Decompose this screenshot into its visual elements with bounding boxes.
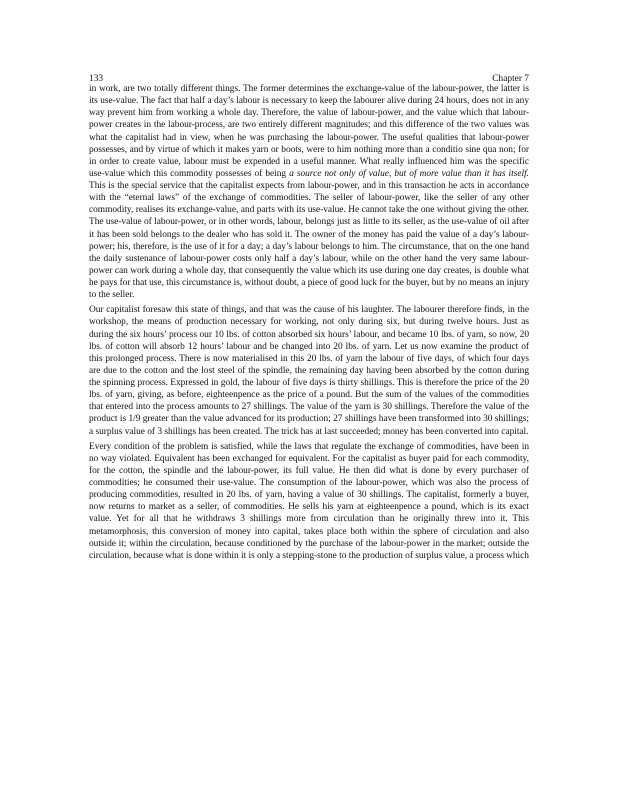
paragraph-1-text-after: This is the special service that the capitalist expects from labour-power, and in this transaction he acts in accordance with the “eternal laws” of the exchange of commodities. The seller of labour-power, like the seller of any other commodity, realises its exchange-value, and parts with its use-value. He cannot take the one without giving the other. The use-value of labour-power, or in other words, labour, belongs just as little to its seller, as the use-value of oil after it has been sold belongs to the dealer who has sold it. The owner of the money has paid the value of a day’s labour-power; his, therefore, is the use of it for a day; a day’s labour belongs to him. The circumstance, that on the one hand the daily sustenance of labour-power costs only half a day’s labour, while on the other hand the very same labour-power can work during a whole day, that consequently the value which its use during one day creates, is double what he pays for that use, this circumstance is, without doubt, a piece of good luck for the buyer, but by no means an injury to the seller. [89, 181, 529, 301]
body-text [89, 83, 529, 565]
paragraph-1 [89, 83, 529, 301]
paragraph-1-text-before: in work, are two totally different things. The former determines the exchange-value of the labour-power, the latter is its use-value. The fact that half a day’s labour is necessary to keep the labourer alive during 24 hours, does not in any way prevent him from working a whole day. Therefore, the value of labour-power, and the value which that labour-power creates in the labour-process, are two entirely different magnitudes; and this difference of the two values was what the capitalist had in view, when he was purchasing the labour-power. The useful qualities that labour-power possesses, and by virtue of which it makes yarn or boots, were to him nothing more than a conditio sine qua non; for in order to create value, labour must be expended in a useful manner. What really influenced him was the specific use-value which this commodity possesses of being [89, 84, 529, 179]
paragraph-3: Every condition of the problem is satisfied, while the laws that regulate the exchange of commodities, have been in no way violated. Equivalent has been exchanged for equivalent. For the capitalist as buyer paid for each commodity, for the cotton, the spindle and the labour-power, its full value. He then did what is done by every purchaser of commodities; he consumed their use-value. The consumption of the labour-power, which was also the process of producing commodities, resulted in 20 lbs. of yarn, having a value of 30 shillings. The capitalist, formerly a buyer, now returns to market as a seller, of commodities. He sells his yarn at eighteenpence a pound, which is its exact value. Yet for all that he withdraws 3 shillings more from circulation than he originally threw into it. This metamorphosis, this conversion of money into capital, takes place both within the sphere of circulation and also outside it; within the circulation, because conditioned by the purchase of the labour-power in the market; outside the circulation, because what is done within it is only a stepping-stone to the production of surplus value, a process which [89, 441, 529, 561]
page-number: 133 [89, 74, 104, 84]
italic-emphasis: a source not only of value, but of more value than it has itself. [289, 168, 529, 179]
chapter-label: Chapter 7 [492, 74, 529, 84]
paragraph-2: Our capitalist foresaw this state of things, and that was the cause of his laughter. The labourer therefore finds, in the workshop, the means of production necessary for working, not only during six, but during twelve hours. Just as during the six hours’ process our 10 lbs. of cotton absorbed six hours’ labour, and became 10 lbs. of yarn, so now, 20 lbs. of cotton will absorb 12 hours’ labour and be changed into 20 lbs. of yarn. Let us now examine the product of this prolonged process. There is now materialised in this 20 lbs. of yarn the labour of five days, of which four days are due to the cotton and the lost steel of the spindle, the remaining day having been absorbed by the cotton during the spinning process. Expressed in gold, the labour of five days is thirty shillings. This is therefore the price of the 20 lbs. of yarn, giving, as before, eighteenpence as the price of a pound. But the sum of the values of the commodities that entered into the process amounts to 27 shillings. The value of the yarn is 30 shillings. Therefore the value of the product is 1/9 greater than the value advanced for its production; 27 shillings have been transformed into 30 shillings; a surplus value of 3 shillings has been created. The trick has at last succeeded; money has been converted into capital. [89, 305, 529, 437]
